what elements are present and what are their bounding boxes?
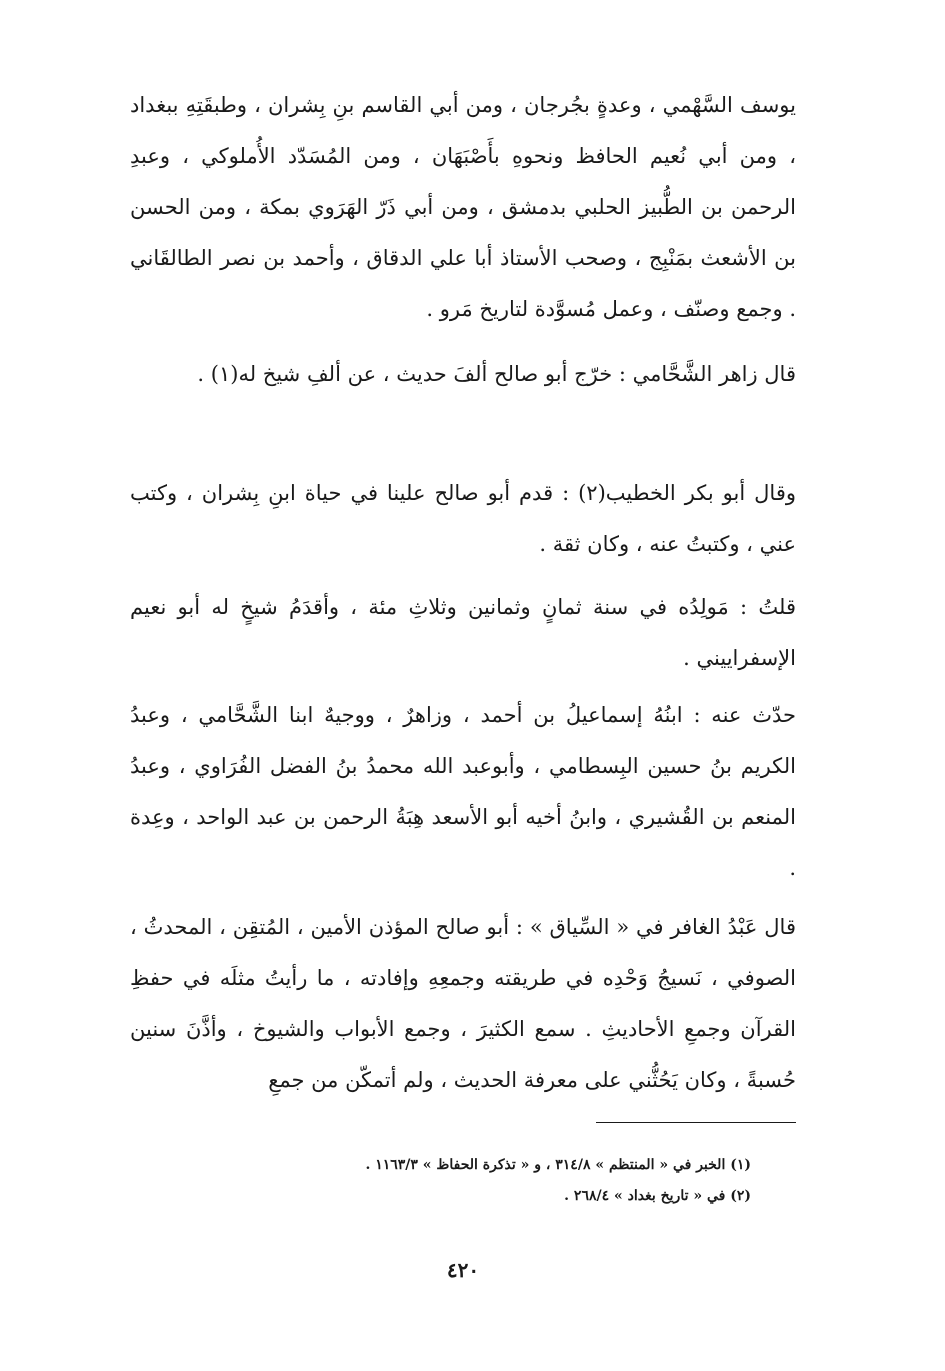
book-page (130, 0, 796, 1371)
footnote-divider (596, 1122, 796, 1123)
paragraph-5: حدّث عنه : ابنُهُ إسماعيلُ بن أحمد ، وزاهرٌ ، ووجيهٌ ابنا الشَّحَّامي ، وعبدُ الكريم بنُ حسين البِسطامي ، وأبوعبد الله محمدُ بنُ الفضل الفُرَاوي ، وعبدُ المنعم بن القُشيري ، وابنُ أخيه أبو الأسعد هِبَةُ الرحمن بن عبد الواحد ، وعِدة . (130, 703, 796, 880)
paragraph-2: قال زاهر الشَّحَّامي : خرّج أبو صالح ألفَ حديث ، عن ألفِ شيخ له(١) . (197, 362, 796, 386)
page-number: ٤٢٠ (446, 1258, 480, 1282)
paragraph-6: قال عَبْدُ الغافر في « السِّياق » : أبو صالح المؤذن الأمين ، المُتقِن ، المحدثُ ، الصوفي ، نَسيجُ وَحْدِه في طريقته وجمعِهِ وإفادته ، ما رأيتُ مثلَه في حفظِ القرآن وجمعِ الأحاديثِ . سمع الكثيرَ ، وجمع الأبواب والشيوخ ، وأذَّنَ سنين حُسبةً ، وكان يَحُثُّني على معرفة الحديث ، ولم أتمكّن من جمعِ (130, 915, 796, 1092)
paragraph-3: وقال أبو بكر الخطيب(٢) : قدم أبو صالح علينا في حياة ابنِ بِشران ، وكتب عني ، وكتبتُ عنه ، وكان ثقة . (130, 481, 796, 556)
paragraph-4: قلتُ : مَولِدُه في سنة ثمانٍ وثمانين وثلاثِ مئة ، وأقدَمُ شيخٍ له أبو نعيم الإسفراييني . (130, 595, 796, 670)
paragraph-1: يوسف السَّهْمي ، وعدةٍ بجُرجان ، ومن أبي القاسم بنِ بِشران ، وطبقَتِهِ ببغداد ، ومن أبي نُعيم الحافظ ونحوهِ بأَصْبَهَان ، ومن المُسَدّد الأُملوكي ، وعبدِ الرحمن بن الطُّبيز الحلبي بدمشق ، ومن أبي ذَرّ الهَرَوي بمكة ، ومن الحسن بن الأشعث بمَنْبِج ، وصحب الأستاذ أبا علي الدقاق ، وأحمد بن نصر الطالقَاني . وجمع وصنّف ، وعمل مُسوَّدة لتاريخ مَرو . (130, 93, 796, 321)
footnotes (130, 1150, 751, 1212)
footnote-1: (١) الخبر في « المنتظم » ٣١٤/٨ ، و « تذكرة الحفاظ » ١١٦٣/٣ . (365, 1157, 751, 1173)
footnote-2: (٢) في « تاريخ بغداد » ٢٦٨/٤ . (564, 1188, 751, 1204)
